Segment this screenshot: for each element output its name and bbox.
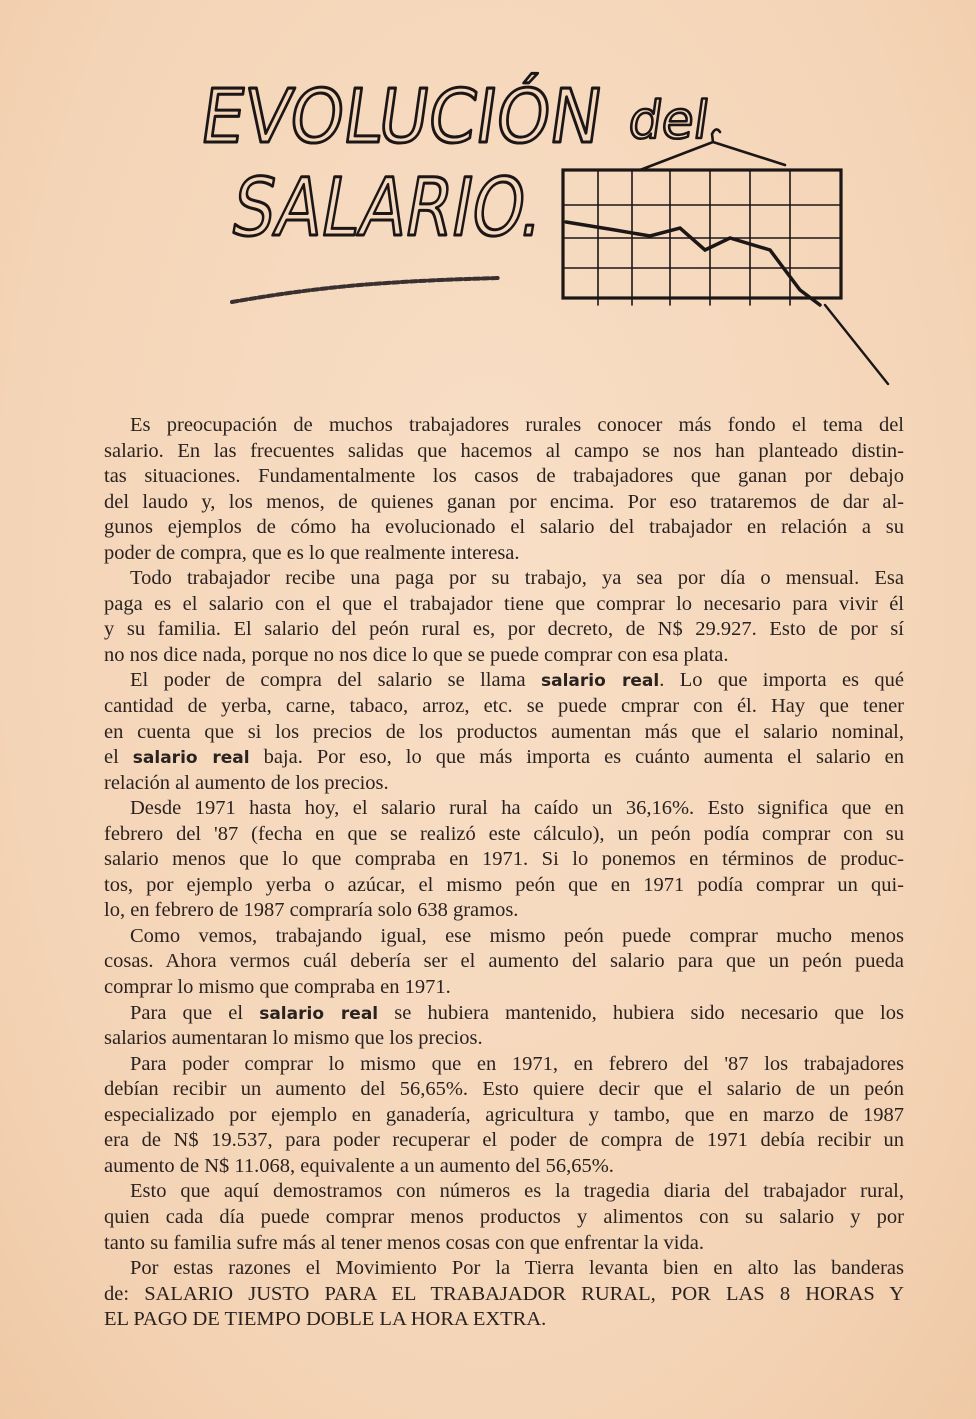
title-line2: SALARIO.: [225, 161, 614, 255]
text-line: especializado por ejemplo en ganadería, agricultura y tambo, que en marzo de 1987: [104, 1103, 904, 1126]
text-line: EL PAGO DE TIEMPO DOBLE LA HORA EXTRA.: [104, 1308, 547, 1331]
text-line: cantidad de yerba, carne, tabaco, arroz, etc. se puede cmprar con él. Hay que tener: [104, 695, 904, 718]
title-small-del: del: [624, 91, 713, 151]
text-line: aumento de N$ 11.068, equivalente a un aumento del 56,65%.: [104, 1154, 614, 1177]
paragraph: [104, 1179, 904, 1256]
text-line: debían recibir un aumento del 56,65%. Esto quiere decir que el salario de un peón: [104, 1078, 904, 1101]
text-line: cosas. Ahora vermos cuál debería ser el aumento del salario para que un peón pueda: [104, 950, 904, 973]
paragraph: [104, 668, 904, 796]
text-line: lo, en febrero de 1987 compraría solo 638 gramos.: [104, 899, 519, 922]
title-line1: EVOLUCIÓN: [195, 73, 641, 160]
text-line: Todo trabajador recibe una paga por su trabajo, ya sea por día o mensual. Esa: [130, 567, 904, 590]
falling-chart-drawing: [563, 129, 888, 384]
bold-term: salario real: [259, 1003, 379, 1024]
text-line: y su familia. El salario del peón rural es, por decreto, de N$ 29.927. Esto de por sí: [104, 618, 904, 641]
paragraph: [104, 1001, 904, 1052]
text-line: de: SALARIO JUSTO PARA EL TRABAJADOR RURAL, POR LAS 8 HORAS Y: [104, 1282, 904, 1305]
text-line: el salario real baja. Por eso, lo que más importa es cuánto aumenta el salario en: [104, 746, 904, 769]
title-illustration: [0, 0, 976, 400]
text-line: en cuenta que si los precios de los productos aumentan más que el salario nominal,: [104, 720, 904, 743]
chart-frame: [563, 170, 841, 298]
paragraph: [104, 924, 904, 1001]
paragraph: [104, 413, 904, 566]
text-line: del laudo y, los menos, de quienes ganan por encima. Por eso trataremos de dar al-: [104, 490, 904, 513]
text-line: era de N$ 19.537, para poder recuperar el poder de compra de 1971 debía recibir un: [104, 1129, 904, 1152]
paragraph: [104, 1256, 904, 1333]
bold-term: salario real: [132, 748, 250, 769]
text-line: gunos ejemplos de cómo ha evolucionado el salario del trabajador en relación a su: [104, 516, 904, 539]
chart-decline-line: [566, 222, 820, 305]
text-line: paga es el salario con el que el trabajador tiene que comprar lo necesario para vivir él: [104, 592, 904, 615]
text-line: tanto su familia sufre más al tener menos cosas con que enfrentar la vida.: [104, 1231, 704, 1254]
paragraph: [104, 796, 904, 924]
text-line: relación al aumento de los precios.: [104, 771, 389, 794]
text-line: tos, por ejemplo yerba o azúcar, el mismo peón que en 1971 podía comprar un qui-: [104, 873, 904, 896]
text-line: tas situaciones. Fundamentalmente los casos de trabajadores que ganan por debajo: [104, 465, 904, 488]
text-line: poder de compra, que es lo que realmente interesa.: [104, 541, 520, 564]
text-line: Para poder comprar lo mismo que en 1971, en febrero del '87 los trabajadores: [130, 1052, 904, 1075]
text-line: quien cada día puede comprar menos productos y alimentos con su salario y por: [104, 1205, 904, 1228]
text-line: comprar lo mismo que compraba en 1971.: [104, 976, 451, 999]
text-line: no nos dice nada, porque no nos dice lo que se puede comprar con esa plata.: [104, 643, 729, 666]
text-line: Es preocupación de muchos trabajadores rurales conocer más fondo el tema del: [130, 414, 904, 436]
article-body: [104, 413, 904, 1333]
text-line: salarios aumentaran lo mismo que los precios.: [104, 1027, 483, 1050]
bold-term: salario real: [541, 671, 660, 692]
paragraph: [104, 1052, 904, 1180]
text-line: febrero del '87 (fecha en que se realizó este cálculo), un peón podía comprar con su: [104, 822, 904, 845]
text-line: Como vemos, trabajando igual, ese mismo peón puede comprar mucho menos: [130, 924, 904, 947]
text-line: Desde 1971 hasta hoy, el salario rural ha caído un 36,16%. Esto significa que en: [130, 797, 904, 820]
title-underline-scribble: [232, 278, 500, 302]
text-line: El poder de compra del salario se llama salario real. Lo que importa es qué: [130, 669, 904, 692]
text-line: Para que el salario real se hubiera mantenido, hubiera sido necesario que los: [130, 1001, 904, 1024]
chart-pointer: [825, 305, 888, 384]
text-line: salario. En las frecuentes salidas que hacemos al campo se nos han planteado distin-: [104, 439, 904, 462]
text-line: salario menos que lo que compraba en 1971. Si lo ponemos en términos de produc-: [104, 848, 904, 871]
text-line: Por estas razones el Movimiento Por la Tierra levanta bien en alto las banderas: [130, 1257, 904, 1280]
paragraph: [104, 566, 904, 668]
chart-grid: [563, 170, 841, 305]
text-line: Esto que aquí demostramos con números es la tragedia diaria del trabajador rural,: [130, 1180, 904, 1203]
